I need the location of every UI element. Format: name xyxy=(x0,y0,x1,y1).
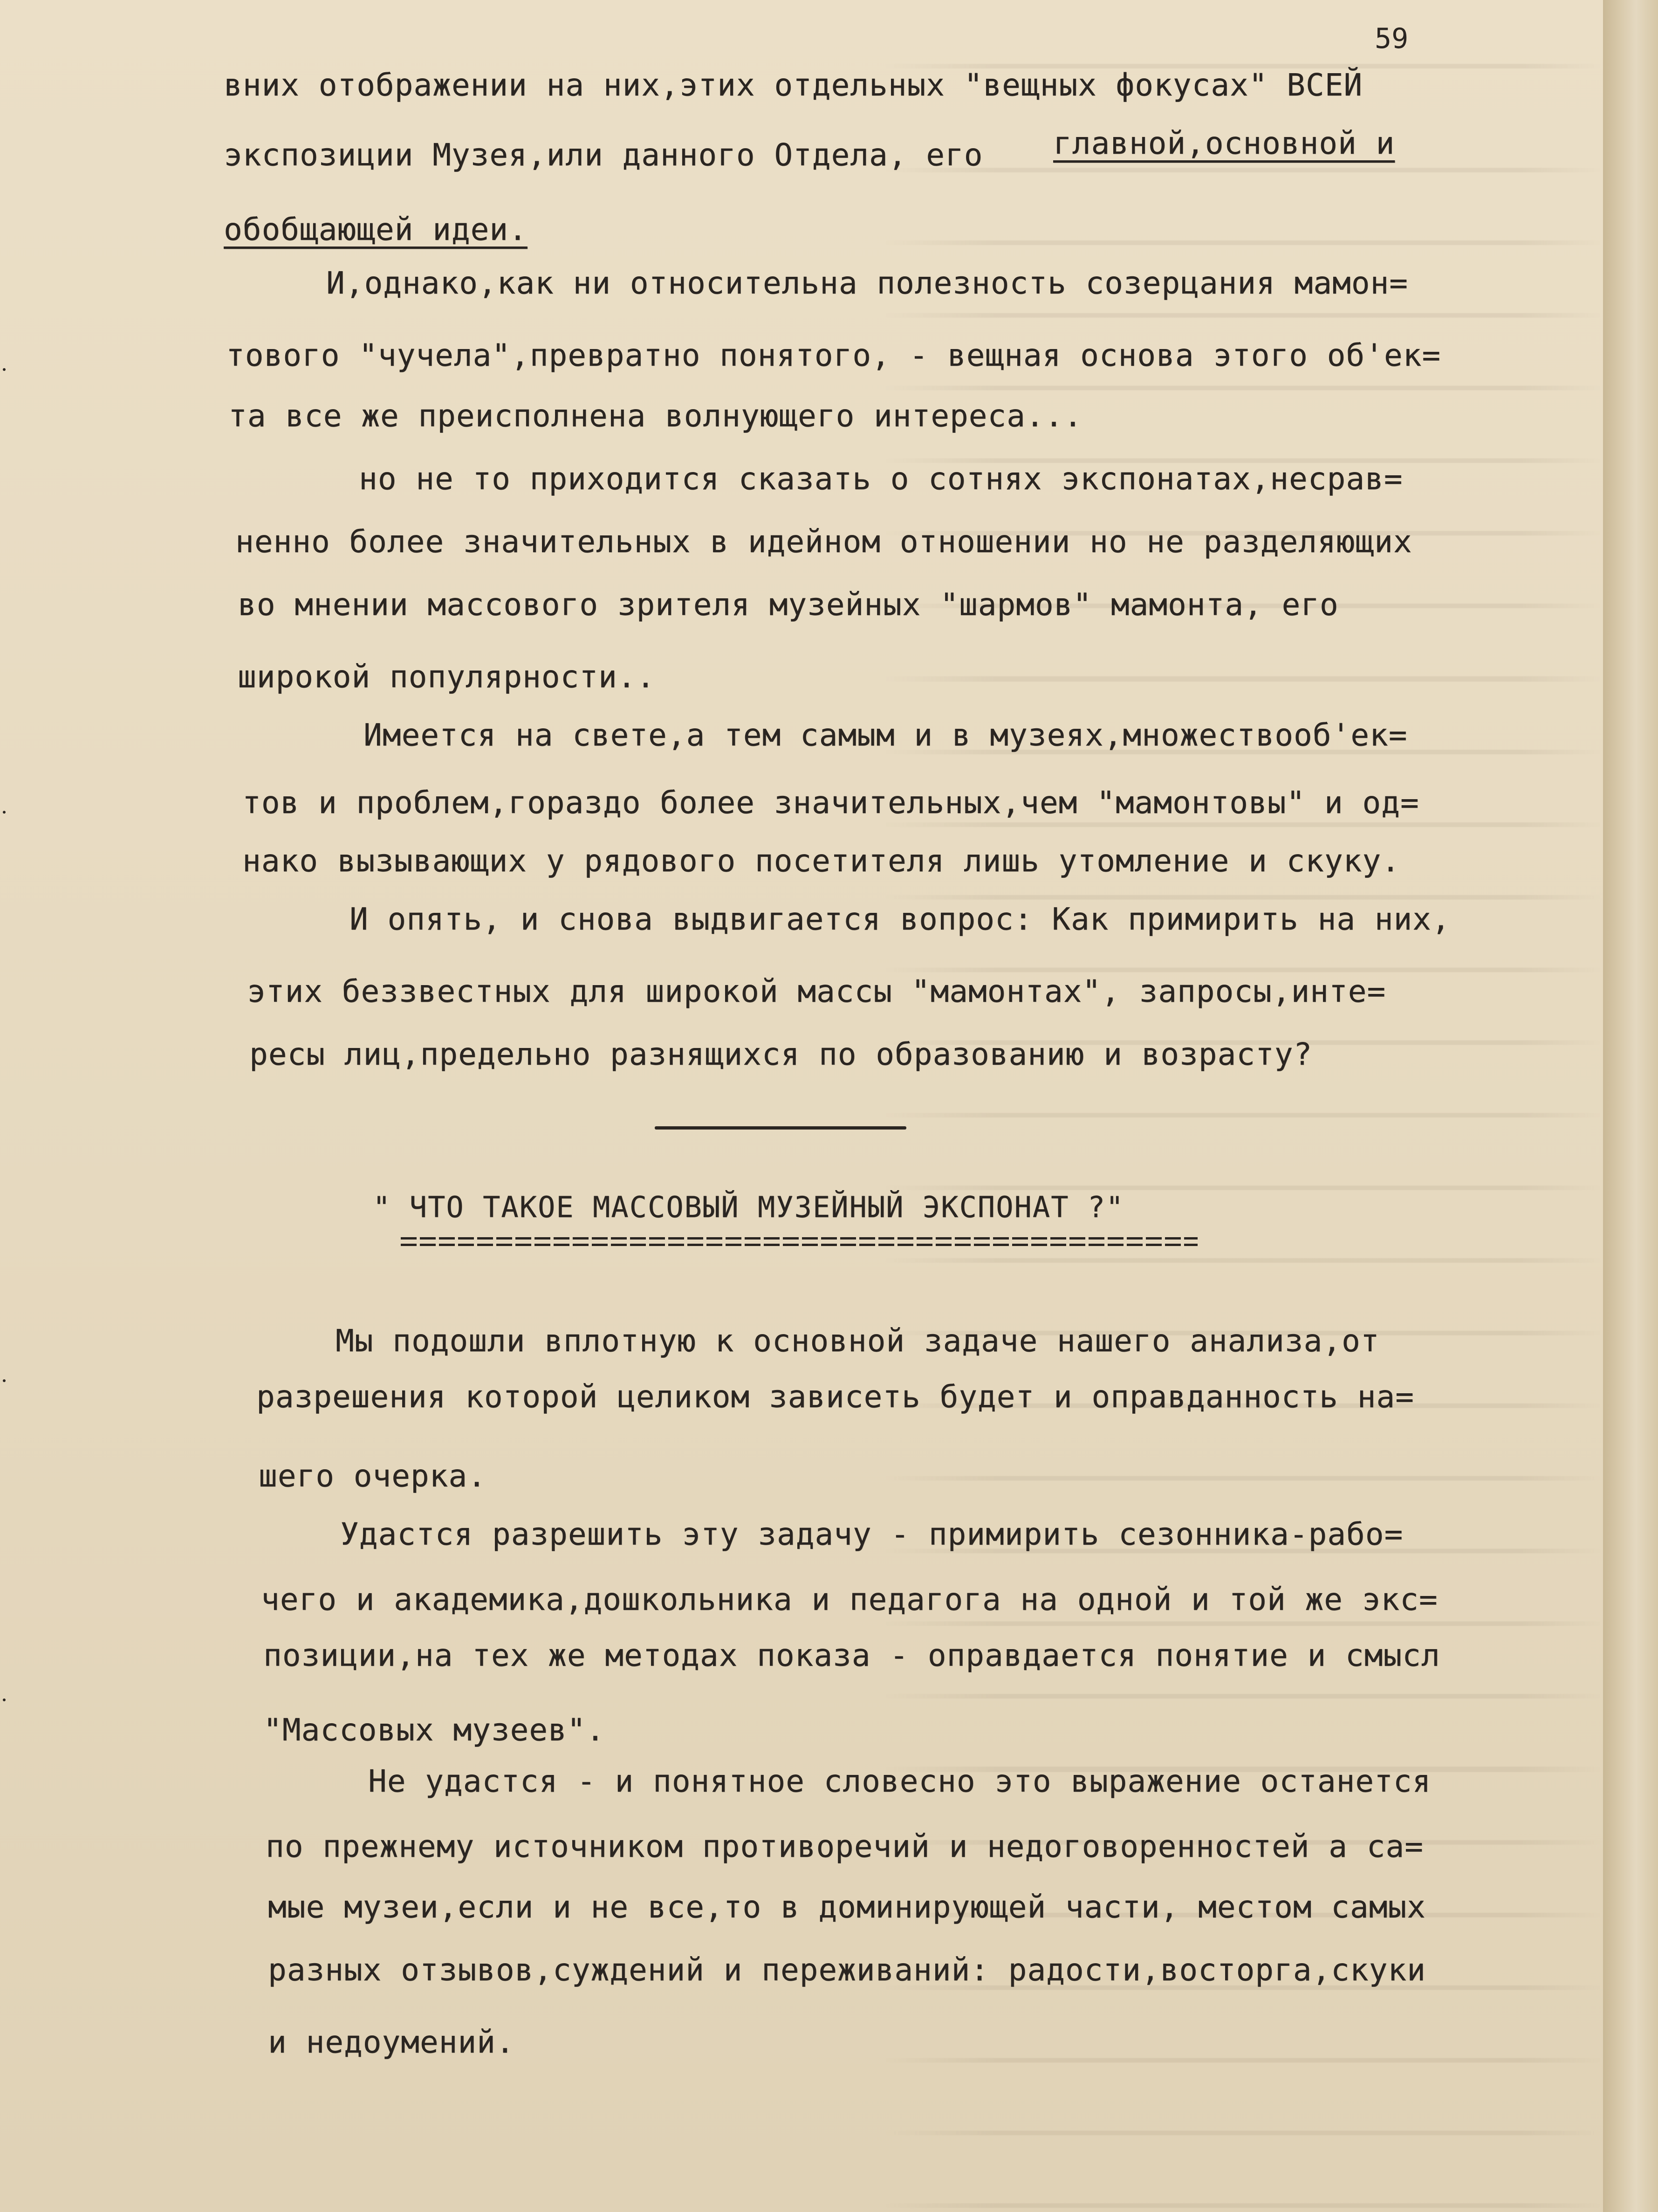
section-heading: " ЧТО ТАКОЕ МАССОВЫЙ МУЗЕЙНЫЙ ЭКСПОНАТ ?" xyxy=(373,1190,1124,1224)
text-line: по прежнему источником противоречий и недоговоренностей а са= xyxy=(266,1828,1424,1864)
text-line: Мы подошли вплотную к основной задаче нашего анализа,от xyxy=(336,1323,1380,1359)
margin-mark xyxy=(3,368,6,371)
text-line: ненно более значительных в идейном отношении но не разделяющих xyxy=(235,524,1412,560)
text-line: позиции,на тех же методах показа - оправдается понятие и смысл xyxy=(263,1637,1440,1673)
text-line: "Массовых музеев". xyxy=(263,1712,605,1748)
underlined-phrase: главной,основной и xyxy=(1053,125,1395,161)
text-line: нако вызывающих у рядового посетителя лишь утомление и скуку. xyxy=(242,843,1400,879)
text-line: разных отзывов,суждений и переживаний: радости,восторга,скуки xyxy=(268,1952,1426,1988)
text-line: этих беззвестных для широкой массы "мамонтах", запросы,инте= xyxy=(247,973,1386,1009)
text-line: мые музеи,если и не все,то в доминирующей части, местом самых xyxy=(268,1889,1426,1925)
binding-edge xyxy=(1603,0,1658,2212)
text-line: и недоумений. xyxy=(268,2024,515,2060)
text-line: тов и проблем,гораздо более значительных,чем "мамонтовы" и од= xyxy=(242,785,1419,821)
text-line: шего очерка. xyxy=(259,1458,486,1494)
page-number: 59 xyxy=(1375,22,1409,55)
text-line: во мнении массового зрителя музейных "шармов" мамонта, его xyxy=(238,587,1339,623)
text-line: ресы лиц,предельно разнящихся по образованию и возрасту? xyxy=(249,1036,1313,1072)
text-line: экспозиции Музея,или данного Отдела, его xyxy=(224,137,983,173)
text-line: Удастся разрешить эту задачу - примирить сезонника-рабо= xyxy=(340,1516,1404,1552)
text-line: разрешения которой целиком зависеть будет и оправданность на= xyxy=(256,1379,1414,1415)
text-line: та все же преисполнена волнующего интереса... xyxy=(228,398,1083,434)
text-line: но не то приходится сказать о сотнях экспонатах,несрав= xyxy=(359,461,1403,497)
margin-mark xyxy=(3,1379,6,1382)
text-line: широкой популярности.. xyxy=(238,659,656,695)
text-line: тового "чучела",превратно понятого, - вещная основа этого об'ек= xyxy=(226,337,1441,373)
margin-mark xyxy=(3,811,6,814)
section-divider xyxy=(655,1126,906,1130)
text-line: вних отображении на них,этих отдельных "вещных фокусах" ВСЕЙ xyxy=(224,67,1363,103)
text-line: И,однако,как ни относительна полезность созерцания мамон= xyxy=(326,265,1408,301)
heading-double-underline xyxy=(401,1237,1198,1251)
underlined-phrase: обобщающей идеи. xyxy=(224,212,528,247)
text-line: чего и академика,дошкольника и педагога на одной и той же экс= xyxy=(261,1582,1438,1617)
margin-mark xyxy=(3,1698,6,1701)
text-line: Не удастся - и понятное словесно это выражение останется xyxy=(368,1763,1432,1799)
text-line: И опять, и снова выдвигается вопрос: Как примирить на них, xyxy=(349,901,1451,937)
text-line: Имеется на свете,а тем самым и в музеях,множествооб'ек= xyxy=(363,717,1408,753)
